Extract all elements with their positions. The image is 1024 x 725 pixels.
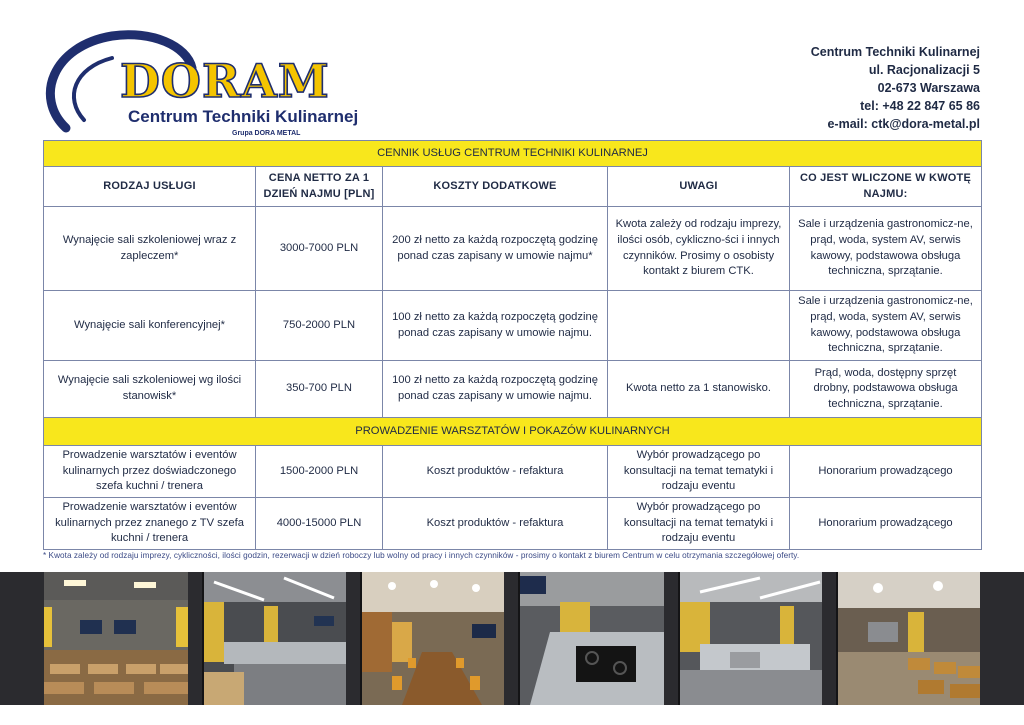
cell-extra: Koszt produktów - refaktura: [383, 446, 608, 498]
header-service: RODZAJ USŁUGI: [44, 167, 256, 207]
address-street: ul. Racjonalizacji 5: [868, 63, 980, 77]
cell-included: Prąd, woda, dostępny sprzęt drobny, podstawowa obsługa techniczna, sprzątanie.: [790, 361, 982, 418]
cell-service: Wynajęcie sali szkoleniowej wraz z zapleczem*: [44, 207, 256, 291]
cell-notes: Wybór prowadzącego po konsultacji na temat tematyki i rodzaju eventu: [608, 446, 790, 498]
cell-extra: 100 zł netto za każdą rozpoczętą godzinę ponad czas zapisany w umowie najmu.: [383, 291, 608, 361]
cell-included: Sale i urządzenia gastronomicz-ne, prąd, woda, system AV, serwis kawowy, podstawowa obsługa techniczna, sprzątanie.: [790, 291, 982, 361]
cell-extra: 100 zł netto za każdą rozpoczętą godzinę ponad czas zapisany w umowie najmu.: [383, 361, 608, 418]
price-table: [43, 140, 982, 550]
cell-price: 750-2000 PLN: [256, 291, 383, 361]
cell-service: Wynajęcie sali konferencyjnej*: [44, 291, 256, 361]
cell-extra: Koszt produktów - refaktura: [383, 498, 608, 550]
cell-notes: Wybór prowadzącego po konsultacji na temat tematyki i rodzaju eventu: [608, 498, 790, 550]
address-block: [811, 43, 980, 133]
cell-included: Honorarium prowadzącego: [790, 498, 982, 550]
section2-title-row: [44, 418, 982, 446]
section2-title: PROWADZENIE WARSZTATÓW I POKAZÓW KULINARNYCH: [44, 418, 982, 446]
seating-area-photo: [836, 572, 980, 705]
header-included: CO JEST WLICZONE W KWOTĘ NAJMU:: [790, 167, 982, 207]
cell-price: 350-700 PLN: [256, 361, 383, 418]
header-price: CENA NETTO ZA 1 DZIEŃ NAJMU [PLN]: [256, 167, 383, 207]
address-email[interactable]: e-mail: ctk@dora-metal.pl: [827, 117, 980, 131]
logo-group-label: Grupa DORA METAL: [232, 130, 301, 137]
cell-service: Wynajęcie sali szkoleniowej wg ilości stanowisk*: [44, 361, 256, 418]
cell-service: Prowadzenie warsztatów i eventów kulinarnych przez doświadczonego szefa kuchni / trenera: [44, 446, 256, 498]
logo-wordmark: DORAM: [120, 54, 330, 108]
doram-logo: [42, 28, 359, 138]
induction-station-photo: [518, 572, 664, 705]
cell-notes: [608, 291, 790, 361]
table-title: CENNIK USŁUG CENTRUM TECHNIKI KULINARNEJ: [44, 141, 982, 167]
header-extra: KOSZTY DODATKOWE: [383, 167, 608, 207]
table-row: [44, 446, 982, 498]
table-row: [44, 207, 982, 291]
conference-room-photo: [360, 572, 504, 705]
cell-price: 1500-2000 PLN: [256, 446, 383, 498]
cell-included: Sale i urządzenia gastronomicz-ne, prąd, woda, system AV, serwis kawowy, podstawowa obsługa techniczna, sprzątanie.: [790, 207, 982, 291]
training-hall-photo: [44, 572, 188, 705]
cell-price: 3000-7000 PLN: [256, 207, 383, 291]
logo-subtitle: Centrum Techniki Kulinarnej: [128, 107, 359, 126]
cell-included: Honorarium prowadzącego: [790, 446, 982, 498]
table-header-row: [44, 167, 982, 207]
cell-service: Prowadzenie warsztatów i eventów kulinarnych przez znanego z TV szefa kuchni / trenera: [44, 498, 256, 550]
cell-notes: Kwota netto za 1 stanowisko.: [608, 361, 790, 418]
cell-notes: Kwota zależy od rodzaju imprezy, ilości osób, cykliczno-ści i innych czynników. Prosimy o osobisty kontakt z biurem CTK.: [608, 207, 790, 291]
cell-extra: 200 zł netto za każdą rozpoczętą godzinę ponad czas zapisany w umowie najmu*: [383, 207, 608, 291]
photo-strip: [0, 572, 1024, 705]
table-row: [44, 291, 982, 361]
table-row: [44, 361, 982, 418]
footnote: * Kwota zależy od rodzaju imprezy, cykliczności, ilości godzin, rezerwacji w dzień roboczy lub wolny od pracy i innych czynników - prosimy o kontakt z biurem Centrum w celu otrzymania szczegółowej oferty.: [43, 551, 800, 560]
address-name: Centrum Techniki Kulinarnej: [810, 45, 980, 59]
address-phone: tel: +48 22 847 65 86: [860, 99, 980, 113]
header-notes: UWAGI: [608, 167, 790, 207]
cell-price: 4000-15000 PLN: [256, 498, 383, 550]
address-city: 02-673 Warszawa: [877, 81, 980, 95]
kitchen-lab-photo: [202, 572, 346, 705]
steel-workstations-photo: [678, 572, 822, 705]
table-row: [44, 498, 982, 550]
table-title-row: [44, 141, 982, 167]
